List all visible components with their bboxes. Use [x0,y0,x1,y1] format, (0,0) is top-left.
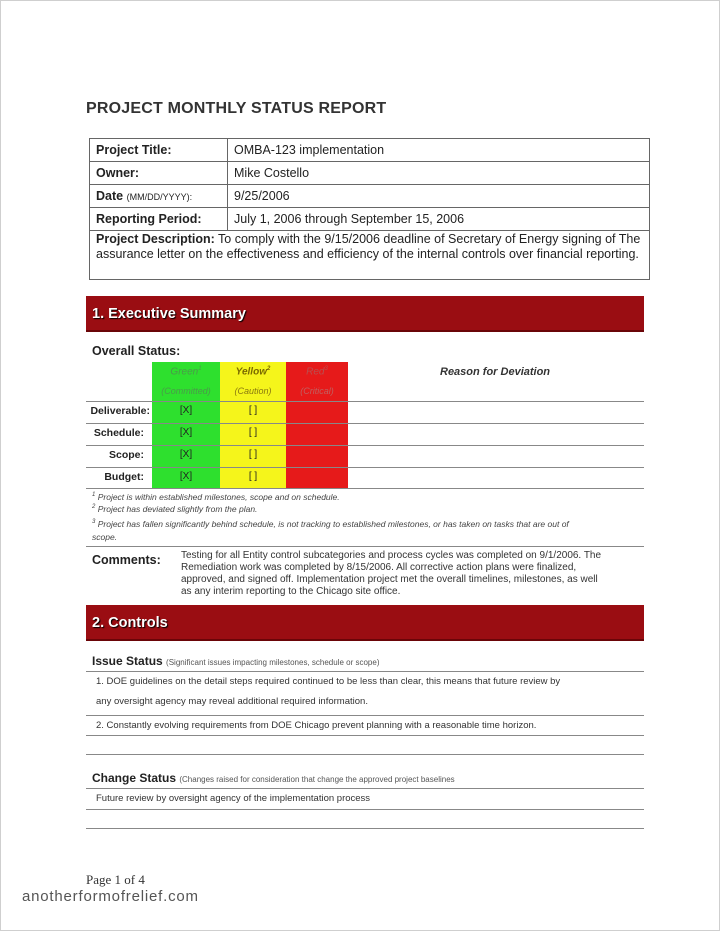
divider [86,423,644,424]
info-label-date [90,185,228,208]
divider [86,715,644,716]
comments-text [181,550,641,598]
comments-label: Comments: [92,553,161,567]
divider [86,735,644,736]
change-status-label [92,771,455,785]
issue-item: 1. DOE guidelines on the detail steps required continued to be less than clear, this means that future review by [96,676,561,687]
change-status-title: Change Status [92,771,177,785]
divider [86,788,644,789]
comments-line: Remediation work was completed by 8/15/2006. All corrective action plans were finalized, [181,562,577,573]
info-label: Project Title: [90,139,228,162]
row-label-scope: Scope: [108,449,144,461]
checkbox-yellow-scope[interactable]: [ ] [248,449,258,460]
info-value: Mike Costello [228,162,650,185]
page-number: Page 1 of 4 [86,872,145,887]
checkbox-yellow-budget[interactable]: [ ] [248,471,258,482]
checkbox-green-scope[interactable]: [X] [179,449,193,460]
status-column-yellow [220,362,286,488]
section-header-controls [86,605,644,641]
issue-item: 2. Constantly evolving requirements from DOE Chicago prevent planning with a reasonable time horizon. [96,720,537,731]
checkbox-green-deliverable[interactable]: [X] [179,405,193,416]
comments-line: approved, and signed off. Implementation project met the overall timelines, milestones, as well [181,574,598,585]
column-sub-yellow: (Caution) [234,386,272,396]
info-row [90,162,650,185]
column-sub-red: (Critical) [300,386,334,396]
footnote-num: 1 [92,492,96,499]
info-row [90,139,650,162]
column-sup: 2 [266,366,271,372]
info-value: OMBA-123 implementation [228,139,650,162]
divider [86,828,644,829]
section-title: 1. Executive Summary [92,306,246,322]
row-label-schedule: Schedule: [93,427,144,439]
info-value: 9/25/2006 [228,185,650,208]
footnote-num: 2 [92,504,96,511]
divider [86,445,644,446]
column-name: Green [170,366,199,378]
watermark: anotherformofrelief.com [22,888,199,905]
column-name: Yellow [235,366,267,378]
change-item: Future review by oversight agency of the implementation process [96,793,371,804]
column-header-red [286,366,348,377]
date-format-note: (MM/DD/YYYY): [126,192,193,202]
column-sup: 1 [198,366,202,372]
issue-status-note: (Significant issues impacting milestones, schedule or scope) [166,658,380,667]
info-row [90,208,650,231]
status-column-green [152,362,220,488]
column-header-yellow [220,366,286,377]
info-label: Reporting Period: [90,208,228,231]
divider [86,754,644,755]
section-header-executive-summary [86,296,644,332]
divider [86,401,644,402]
row-label-deliverable: Deliverable: [90,405,150,417]
footnote [92,492,340,502]
divider [86,809,644,810]
project-description [89,230,650,280]
divider [86,488,644,489]
footnote-num: 3 [92,519,96,526]
footnote-text: Project has deviated slightly from the plan. [97,504,258,514]
column-sup: 3 [324,366,328,372]
report-title: PROJECT MONTHLY STATUS REPORT [86,100,387,117]
status-column-red [286,362,348,488]
issue-status-label [92,654,379,668]
footnote [92,519,569,529]
divider [86,671,644,672]
checkbox-yellow-schedule[interactable]: [ ] [248,427,258,438]
row-label-budget: Budget: [104,471,144,483]
section-title: 2. Controls [92,615,168,631]
checkbox-yellow-deliverable[interactable]: [ ] [248,405,258,416]
footnote-text: Project has fallen significantly behind schedule, is not tracking to established milestones, or has taken on tasks that are out of [97,519,569,529]
info-value: July 1, 2006 through September 15, 2006 [228,208,650,231]
description-text: To comply with the 9/15/2006 deadline of Secretary of Energy signing of The assurance letter on the effectiveness and efficiency of the internal controls over financial reporting. [96,232,641,261]
change-status-note: (Changes raised for consideration that change the approved project baselines [179,775,455,784]
description-label: Project Description: [96,232,215,246]
column-name: Red [306,366,325,378]
column-sub-green: (Committed) [161,386,211,396]
overall-status-label: Overall Status: [92,344,181,358]
footnote-text: scope. [92,532,118,542]
project-info-table [89,138,650,231]
checkbox-green-schedule[interactable]: [X] [179,427,193,438]
info-label: Owner: [90,162,228,185]
column-header-green [152,366,220,377]
divider [86,546,644,547]
issue-status-title: Issue Status [92,654,163,668]
footnote-text: Project is within established milestones, scope and on schedule. [97,492,340,502]
comments-line: as any interim reporting to the Chicago site office. [181,586,401,597]
comments-line: Testing for all Entity control subcategories and process cycles was completed on 9/1/2006. The [181,550,602,561]
footnote [92,504,257,514]
reason-for-deviation-header: Reason for Deviation [440,366,551,378]
info-row [90,185,650,208]
footnote [92,532,117,542]
info-label: Date [96,189,124,203]
issue-item: any oversight agency may reveal additional required information. [96,696,368,707]
divider [86,467,644,468]
checkbox-green-budget[interactable]: [X] [179,471,193,482]
